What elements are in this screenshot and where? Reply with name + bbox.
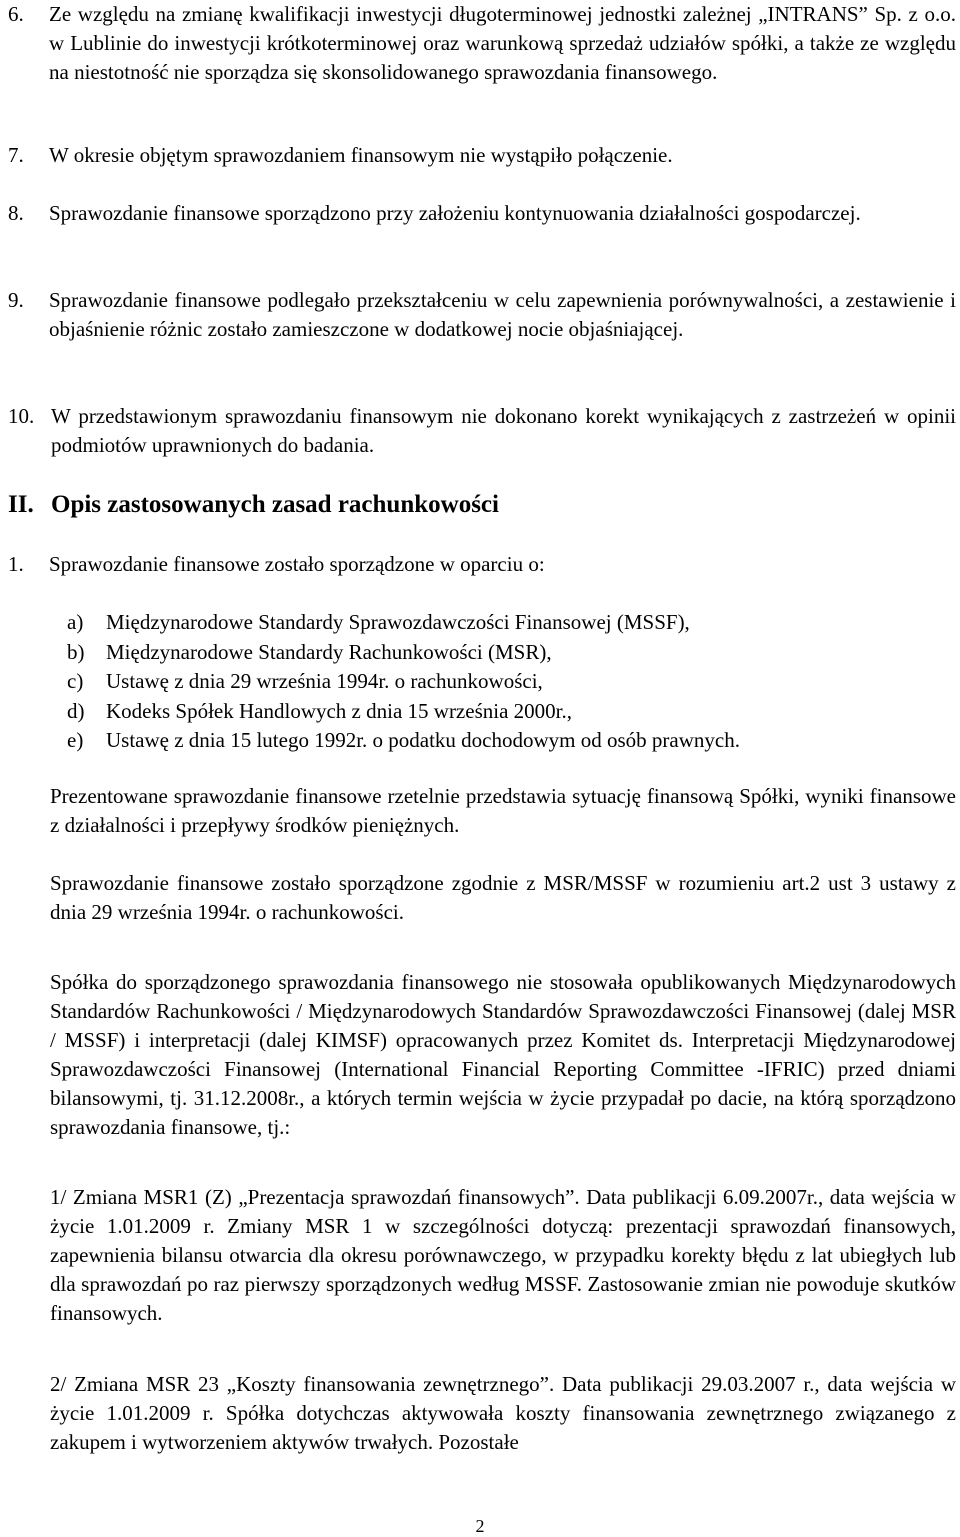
paragraph-ias1-change: 1/ Zmiana MSR1 (Z) „Prezentacja sprawozdań finansowych”. Data publikacji 6.09.2007r., data wejścia w życie 1.01.2009 r. Zmiany MSR 1 w szczególności dotyczą: prezentacji sprawozdań finansowych, zapewnienia bilansu otwarcia dla okresu porównawczego, w przypadku korekty błędu z lat ubiegłych lub dla sprawozdań po raz pierwszy sporządzonych według MSSF. Zastosowanie zmian nie powoduje skutków finansowych. bbox=[50, 1185, 956, 1325]
list-item bbox=[67, 608, 947, 638]
list-item-text: Kodeks Spółek Handlowych z dnia 15 września 2000r., bbox=[106, 698, 572, 723]
paragraph-ias23-change: 2/ Zmiana MSR 23 „Koszty finansowania zewnętrznego”. Data publikacji 29.03.2007 r., data wejścia w życie 1.01.2009 r. Spółka dotychczas aktywowała koszty finansowania zewnętrznego związanego z zakupem i wytworzeniem aktywów trwałych. Pozostałe bbox=[50, 1372, 956, 1454]
paragraph-compliance: Sprawozdanie finansowe zostało sporządzone zgodnie z MSR/MSSF w rozumieniu art.2 ust 3 ustawy z dnia 29 września 1994r. o rachunkowości. bbox=[50, 871, 956, 924]
item-number: 6. bbox=[8, 2, 24, 26]
list-item-label: a) bbox=[67, 610, 84, 634]
list-item bbox=[67, 667, 947, 697]
item-text: W okresie objętym sprawozdaniem finansowym nie wystąpiło połączenie. bbox=[49, 143, 673, 167]
item-9 bbox=[8, 286, 956, 344]
list-item-text: Międzynarodowe Standardy Rachunkowości (MSR), bbox=[106, 639, 552, 664]
list-item-text: Ustawę z dnia 15 lutego 1992r. o podatku dochodowym od osób prawnych. bbox=[106, 728, 740, 752]
item-number: 8. bbox=[8, 201, 24, 225]
item-text: Ze względu na zmianę kwalifikacji inwestycji długoterminowej jednostki zależnej „INTRANS” Sp. z o.o. w Lublinie do inwestycji krótkoterminowej oraz warunkową sprzedaż udziałów spółki, a także ze względu na niestotność nie sporządza się skonsolidowanego sprawozdania finansowego. bbox=[49, 2, 956, 84]
list-item-label: b) bbox=[67, 639, 85, 664]
item-6 bbox=[8, 0, 956, 87]
list-item-text: Ustawę z dnia 29 września 1994r. o rachunkowości, bbox=[106, 669, 543, 693]
section-number: II. bbox=[8, 491, 34, 518]
item-7 bbox=[8, 141, 956, 170]
item-text: W przedstawionym sprawozdaniu finansowym nie dokonano korekt wynikających z zastrzeżeń w opinii podmiotów uprawnionych do badania. bbox=[51, 404, 956, 457]
list-item bbox=[67, 697, 947, 727]
list-item bbox=[67, 638, 947, 668]
point-number: 1. bbox=[8, 552, 24, 576]
item-10 bbox=[8, 402, 956, 460]
list-item-label: d) bbox=[67, 698, 85, 723]
paragraph-unapplied-standards: Spółka do sporządzonego sprawozdania finansowego nie stosowała opublikowanych Międzynarodowych Standardów Rachunkowości / Międzynarodowych Standardów Sprawozdawczości Finansowej (dalej MSR / MSSF) i interpretacji (dalej KIMSF) opracowanych przez Komitet ds. Interpretacji Międzynarodowej Sprawozdawczości Finansowej (International Financial Reporting Committee -IFRIC) przed dniami bilansowymi, tj. 31.12.2008r., a których termin wejścia w życie przypadał po dacie, na którą sporządzono sprawozdania finansowe, tj.: bbox=[50, 970, 956, 1139]
paragraph-fair-presentation: Prezentowane sprawozdanie finansowe rzetelnie przedstawia sytuację finansową Spółki, wyniki finansowe z działalności i przepływy środków pieniężnych. bbox=[50, 784, 956, 837]
item-text: Sprawozdanie finansowe sporządzono przy założeniu kontynuowania działalności gospodarczej. bbox=[49, 201, 861, 225]
basis-list bbox=[67, 608, 947, 756]
list-item-label: c) bbox=[67, 669, 84, 693]
list-item-text: Międzynarodowe Standardy Sprawozdawczości Finansowej (MSSF), bbox=[106, 610, 690, 634]
item-8 bbox=[8, 199, 956, 228]
item-number: 7. bbox=[8, 143, 24, 167]
list-item bbox=[67, 726, 947, 756]
section-heading bbox=[8, 489, 956, 521]
point-text: Sprawozdanie finansowe zostało sporządzone w oparciu o: bbox=[49, 552, 545, 576]
item-number: 10. bbox=[8, 404, 35, 428]
list-item-label: e) bbox=[67, 728, 84, 752]
point-1 bbox=[8, 550, 956, 579]
page-number: 2 bbox=[475, 1516, 485, 1536]
item-text: Sprawozdanie finansowe podlegało przekształceniu w celu zapewnienia porównywalności, a zestawienie i objaśnienie różnic zostało zamieszczone w dodatkowej nocie objaśniającej. bbox=[49, 288, 956, 341]
item-number: 9. bbox=[8, 288, 24, 312]
section-title: Opis zastosowanych zasad rachunkowości bbox=[51, 491, 499, 518]
